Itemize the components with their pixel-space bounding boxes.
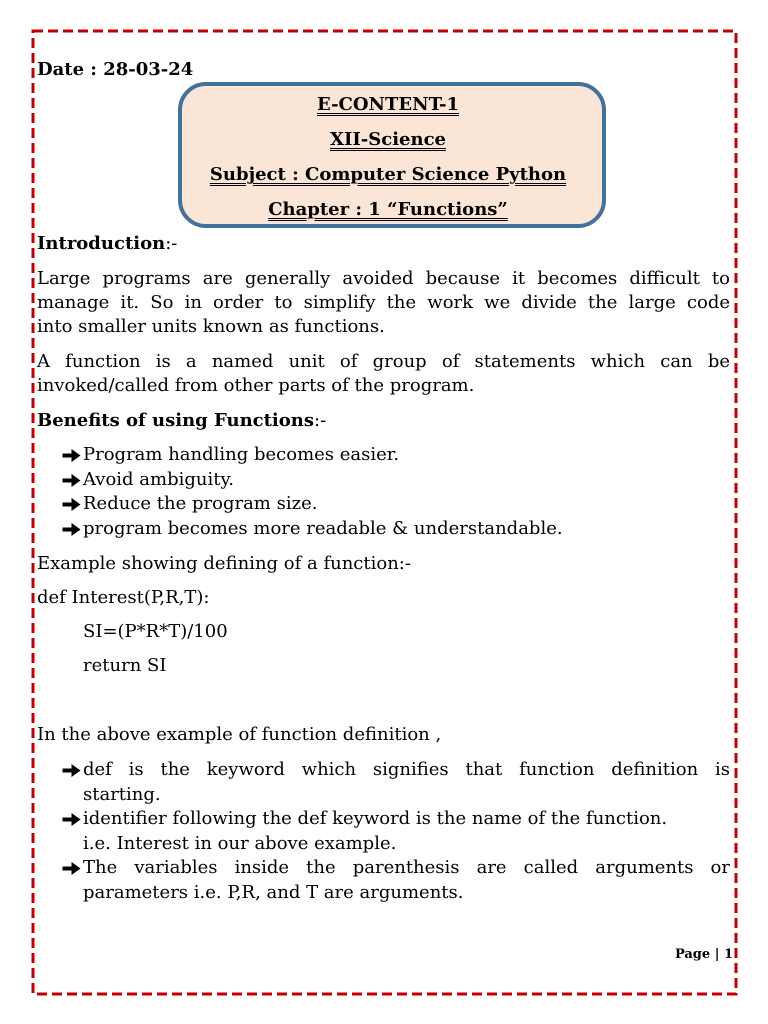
arrow-right-icon <box>62 523 81 536</box>
list-item-text: Avoid ambiguity. <box>83 468 234 490</box>
introduction-paragraph-2 <box>37 350 730 398</box>
introduction-heading-text: Introduction <box>37 233 166 254</box>
benefits-heading-suffix: :- <box>314 410 327 431</box>
content-title: E-CONTENT-1 <box>317 94 459 115</box>
benefits-list <box>37 443 730 542</box>
list-item-text: program becomes more readable & understandable. <box>83 517 563 539</box>
class-title: XII-Science <box>329 129 447 150</box>
arrow-right-icon <box>62 449 81 462</box>
arrow-right-icon <box>62 862 81 875</box>
list-item-line: i.e. Interest in our above example. <box>83 832 397 854</box>
code-line-def: def Interest(P,R,T): <box>37 587 210 608</box>
list-item-line: starting. <box>83 783 161 805</box>
paragraph-line: Large programs are generally avoided because it becomes difficult to <box>37 268 730 289</box>
title-box <box>178 82 606 228</box>
code-line-return: return SI <box>83 655 167 676</box>
page-number: Page | 1 <box>674 947 733 962</box>
chapter-title: Chapter : 1 “Functions” <box>268 199 508 220</box>
explanation-intro: In the above example of function definition , <box>37 724 442 745</box>
explanation-list <box>37 758 730 905</box>
list-item <box>37 517 730 542</box>
arrow-right-icon <box>62 498 81 511</box>
code-line-assignment: SI=(P*R*T)/100 <box>83 621 228 642</box>
list-item <box>37 807 730 856</box>
list-item <box>37 443 730 468</box>
paragraph-line: A function is a named unit of group of statements which can be <box>37 351 730 372</box>
subject-title: Subject : Computer Science Python <box>209 164 567 185</box>
list-item-line: identifier following the def keyword is the name of the function. <box>83 808 668 829</box>
list-item <box>37 758 730 807</box>
example-intro: Example showing defining of a function:- <box>37 553 411 574</box>
arrow-right-icon <box>62 764 81 777</box>
introduction-heading <box>37 232 177 256</box>
date-line: Date : 28-03-24 <box>37 59 194 80</box>
benefits-heading-text: Benefits of using Functions <box>37 410 314 431</box>
paragraph-line: manage it. So in order to simplify the work we divide the large code <box>37 292 730 313</box>
arrow-right-icon <box>62 474 81 487</box>
paragraph-line: into smaller units known as functions. <box>37 316 385 337</box>
paragraph-line: invoked/called from other parts of the program. <box>37 375 475 396</box>
introduction-heading-suffix: :- <box>165 233 178 254</box>
list-item <box>37 492 730 517</box>
introduction-paragraph-1 <box>37 267 730 339</box>
list-item-line: The variables inside the parenthesis are called arguments or <box>83 857 730 878</box>
arrow-right-icon <box>62 813 81 826</box>
list-item <box>37 856 730 905</box>
benefits-heading <box>37 409 326 433</box>
list-item-line: parameters i.e. P,R, and T are arguments. <box>83 881 464 903</box>
list-item-text: Reduce the program size. <box>83 493 318 515</box>
list-item-line: def is the keyword which signifies that function definition is <box>83 759 730 780</box>
list-item <box>37 468 730 493</box>
list-item-text: Program handling becomes easier. <box>83 444 400 465</box>
